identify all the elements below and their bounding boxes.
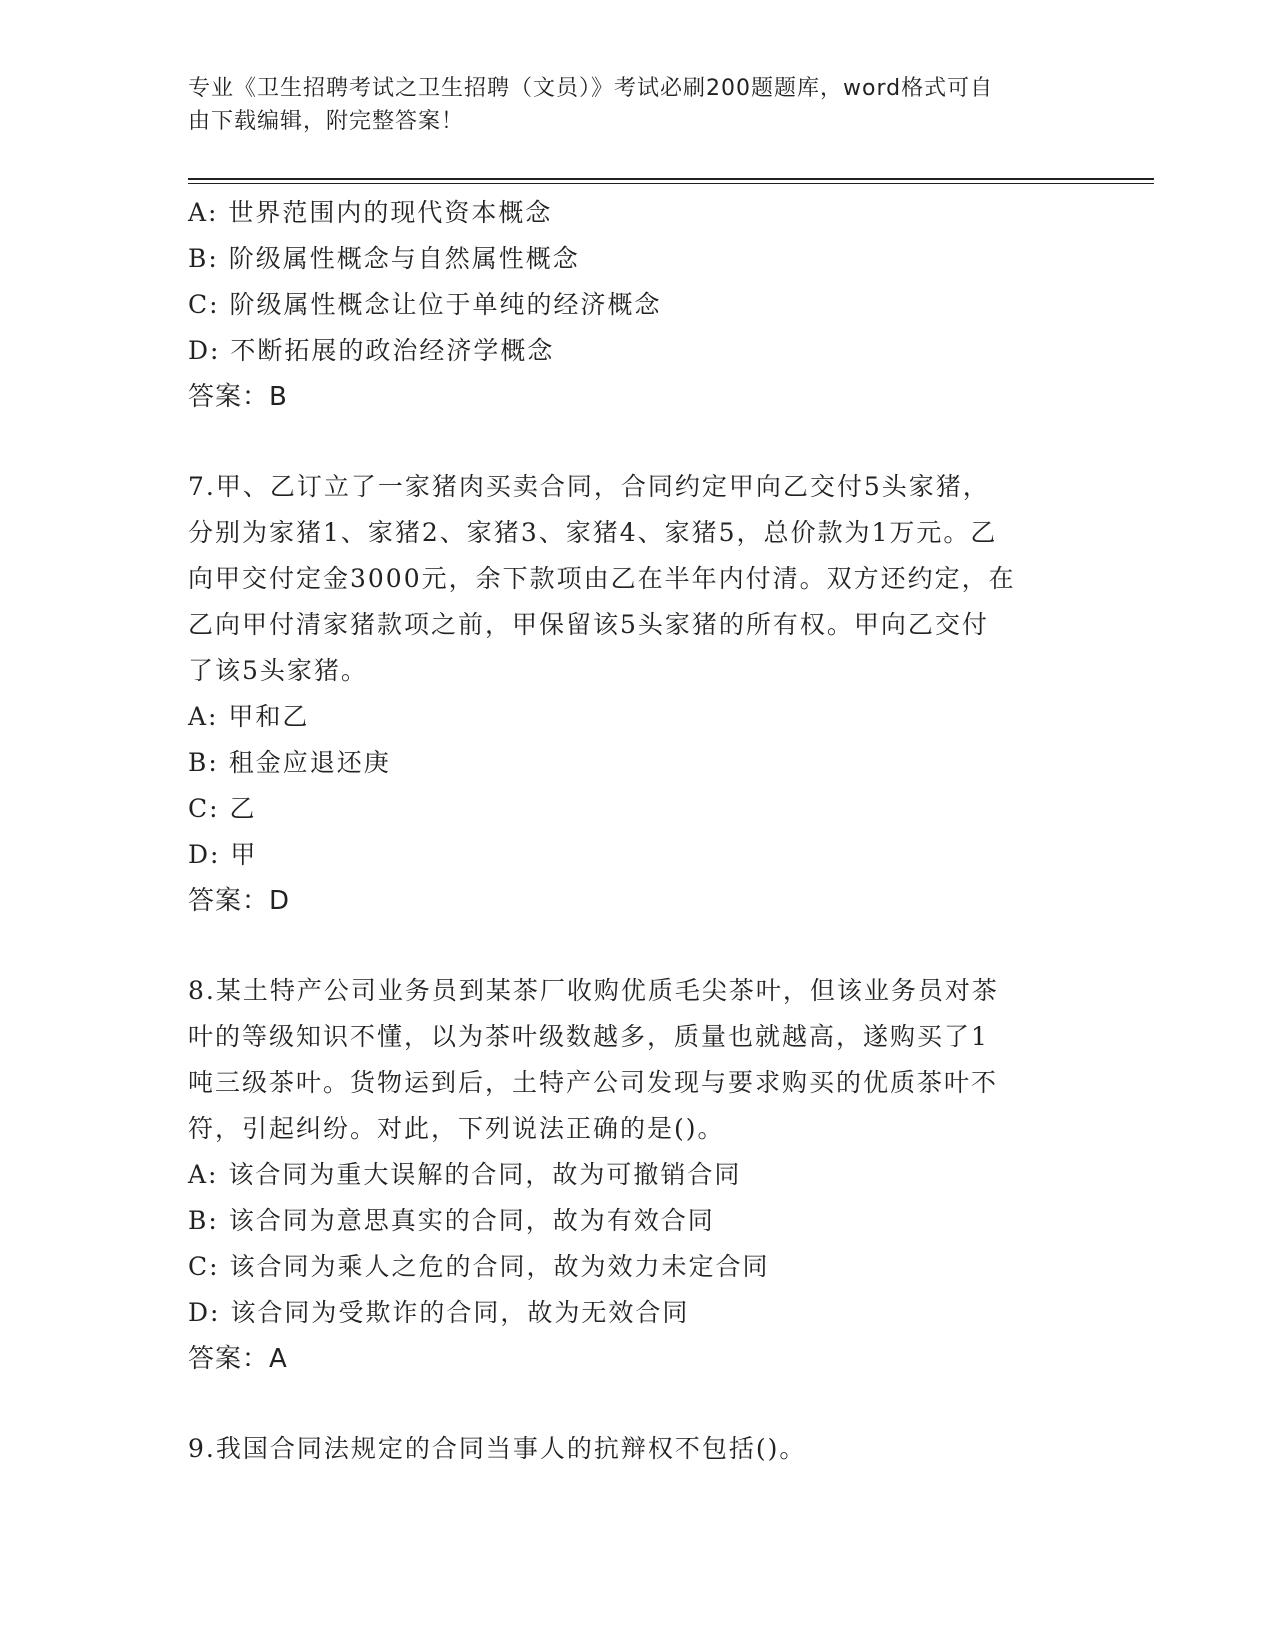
option-d: D: 不断拓展的政治经济学概念: [188, 336, 555, 365]
question-6-block: [188, 190, 1088, 420]
option-a: A: 世界范围内的现代资本概念: [188, 198, 553, 227]
question-list: [188, 190, 1088, 1472]
option-b: B: 该合同为意思真实的合同，故为有效合同: [188, 1206, 715, 1235]
option-d: D: 该合同为受欺诈的合同，故为无效合同: [188, 1298, 690, 1327]
stem-line: 8.某土特产公司业务员到某茶厂收购优质毛尖茶叶，但该业务员对茶: [188, 976, 999, 1005]
stem-line: 7.甲、乙订立了一家猪肉买卖合同，合同约定甲向乙交付5头家猪，: [188, 472, 990, 501]
answer-line: 答案：B: [188, 382, 288, 412]
question-stem: [188, 968, 1068, 1152]
header-divider-thick: [188, 178, 1154, 180]
answer-line: 答案：D: [188, 886, 291, 916]
header-line-2: 由下载编辑，附完整答案！: [188, 109, 465, 134]
question-stem: [188, 464, 1068, 694]
header-divider-thin: [188, 183, 1154, 184]
stem-line: 符，引起纠纷。对此，下列说法正确的是()。: [188, 1114, 725, 1143]
option-b: B: 阶级属性概念与自然属性概念: [188, 244, 580, 273]
question-8-block: [188, 968, 1088, 1382]
stem-line: 叶的等级知识不懂，以为茶叶级数越多，质量也就越高，遂购买了1: [188, 1022, 989, 1051]
option-c: C: 乙: [188, 794, 257, 823]
spacer: [188, 924, 1088, 968]
question-7-block: [188, 464, 1088, 924]
option-c: C: 阶级属性概念让位于单纯的经济概念: [188, 290, 662, 319]
stem-line: 了该5头家猪。: [188, 656, 368, 685]
stem-line: 向甲交付定金3000元，余下款项由乙在半年内付清。双方还约定，在: [188, 564, 1016, 593]
question-stem: [188, 1426, 1068, 1472]
option-a: A: 甲和乙: [188, 702, 310, 731]
header-line-1: 专业《卫生招聘考试之卫生招聘（文员）》考试必刷200题题库，word格式可自: [188, 76, 994, 101]
stem-line: 分别为家猪1、家猪2、家猪3、家猪4、家猪5，总价款为1万元。乙: [188, 518, 998, 547]
question-9-block: [188, 1426, 1088, 1472]
stem-line: 乙向甲付清家猪款项之前，甲保留该5头家猪的所有权。甲向乙交付: [188, 610, 989, 639]
option-d: D: 甲: [188, 840, 258, 869]
spacer: [188, 1382, 1088, 1426]
option-a: A: 该合同为重大误解的合同，故为可撤销合同: [188, 1160, 742, 1189]
option-c: C: 该合同为乘人之危的合同，故为效力未定合同: [188, 1252, 770, 1281]
spacer: [188, 420, 1088, 464]
document-header: [188, 72, 1068, 138]
option-b: B: 租金应退还庚: [188, 748, 391, 777]
stem-line: 9.我国合同法规定的合同当事人的抗辩权不包括()。: [188, 1434, 807, 1463]
stem-line: 吨三级茶叶。货物运到后，土特产公司发现与要求购买的优质茶叶不: [188, 1068, 999, 1097]
answer-line: 答案：A: [188, 1344, 288, 1374]
